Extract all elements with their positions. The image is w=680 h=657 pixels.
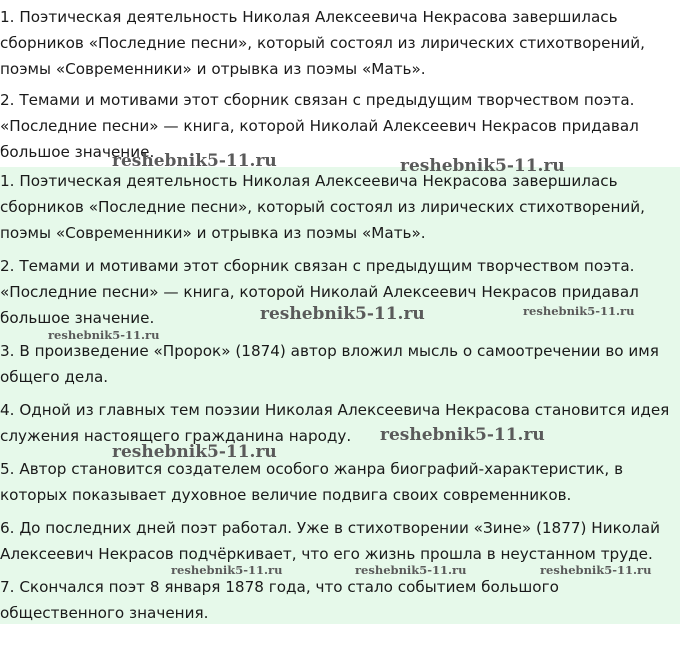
paragraph: 5. Автор становится создателем особого жанра биографий-характеристик, в которых показывает духовное величие подвига своих современников. — [0, 460, 624, 504]
paragraph: 2. Темами и мотивами этот сборник связан с предыдущим творчеством поэта. «Последние песни» — книга, которой Николай Алексеевич Некрасов придавал большое значение. — [0, 91, 639, 161]
paragraph: 1. Поэтическая деятельность Николая Алексеевича Некрасова завершилась сборников «Последние песни», который состоял из лирических стихотворений, поэмы «Современники» и отрывка из поэмы «Мать». — [0, 8, 645, 78]
watermark: reshebnik5-11.ru — [540, 563, 652, 577]
paragraph: 7. Скончался поэт 8 января 1878 года, что стало событием большого общественного значения. — [0, 578, 559, 622]
watermark: reshebnik5-11.ru — [260, 304, 425, 324]
paragraph: 6. До последних дней поэт работал. Уже в стихотворении «Зине» (1877) Николай Алексеевич Некрасов подчёркивает, что его жизнь прошла в неустанном труде. — [0, 519, 660, 563]
watermark: reshebnik5-11.ru — [400, 156, 565, 176]
paragraph: 2. Темами и мотивами этот сборник связан с предыдущим творчеством поэта. «Последние песни» — книга, которой Николай Алексеевич Некрасов придавал большое значение. — [0, 257, 639, 327]
watermark: reshebnik5-11.ru — [171, 563, 283, 577]
paragraph: 1. Поэтическая деятельность Николая Алексеевича Некрасова завершилась сборников «Последние песни», который состоял из лирических стихотворений, поэмы «Современники» и отрывка из поэмы «Мать». — [0, 172, 645, 242]
watermark: reshebnik5-11.ru — [48, 328, 160, 342]
watermark: reshebnik5-11.ru — [112, 151, 277, 171]
watermark: reshebnik5-11.ru — [355, 563, 467, 577]
paragraph: 3. В произведение «Пророк» (1874) автор вложил мысль о самоотречении во имя общего дела. — [0, 342, 659, 386]
watermark: reshebnik5-11.ru — [112, 442, 277, 462]
watermark: reshebnik5-11.ru — [380, 425, 545, 445]
paragraph: 4. Одной из главных тем поэзии Николая Алексеевича Некрасова становится идея служения настоящего гражданина народу. — [0, 401, 670, 445]
watermark: reshebnik5-11.ru — [523, 304, 635, 318]
